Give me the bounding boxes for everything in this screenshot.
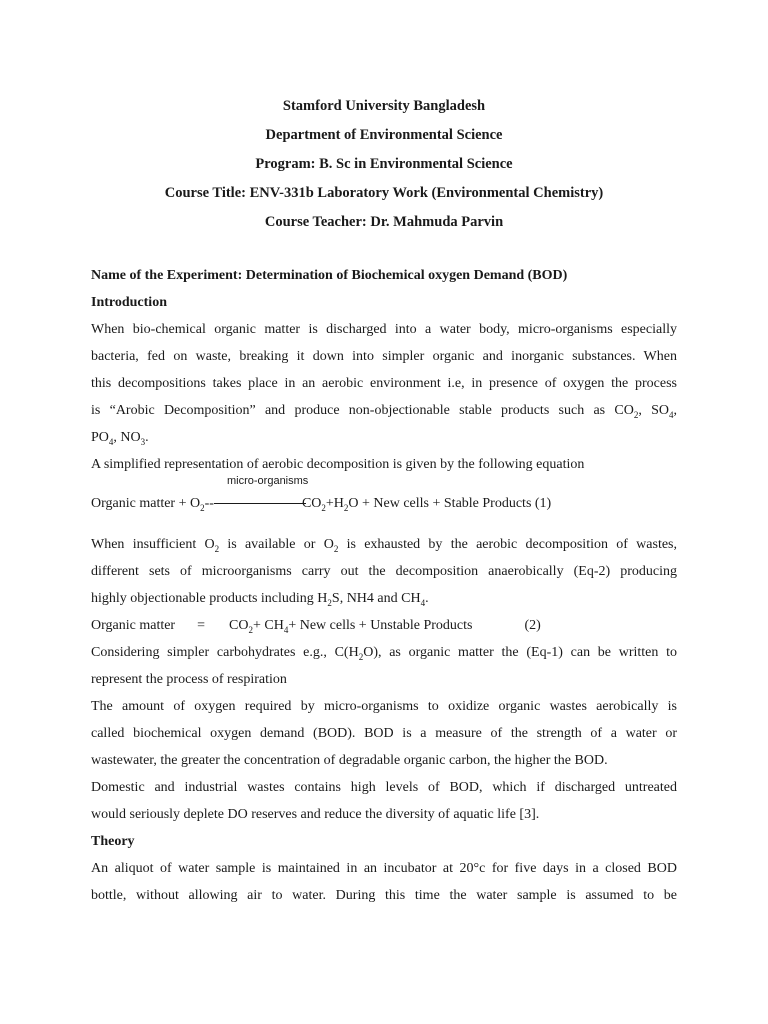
intro-p3-line-2: different sets of microorganisms carry out the decomposition anaerobically (Eq-2) producing [91,564,677,579]
intro-p2: A simplified representation of aerobic decomposition is given by the following equation [91,457,585,472]
intro-p4-line-2: represent the process of respiration [91,672,287,687]
intro-p4-line-1: Considering simpler carbohydrates e.g., $C(H_2O)$, as organic matter the (Eq-1) can be written to [91,645,678,662]
intro-p1-line-2: bacteria, fed on waste, breaking it down into simpler organic and inorganic substances. When [91,349,677,364]
intro-p1-line-5: $PO_4$, $NO_3$. [91,430,149,447]
program-name: Program: B. Sc in Environmental Science [255,156,513,172]
intro-p1-line-1: When bio-chemical organic matter is discharged into a water body, micro-organisms especially [91,322,677,337]
intro-p5-line-2: called biochemical oxygen demand (BOD). BOD is a measure of the strength of a water or [91,726,677,741]
department-name: Department of Environmental Science [265,127,503,143]
course-teacher: Course Teacher: Dr. Mahmuda Parvin [264,214,504,230]
intro-p6-line-1: Domestic and industrial wastes contains high levels of BOD, which if discharged untreated [91,780,677,795]
equation-1-arrow [214,503,306,504]
intro-p1-line-3: this decompositions takes place in an aerobic environment i.e, in presence of oxygen the process [91,376,677,391]
course-title: Course Title: ENV-331b Laboratory Work (Environmental Chemistry) [164,185,604,201]
document-body [91,262,677,909]
introduction-heading: Introduction [91,295,167,310]
theory-line-2: bottle, without allowing air to water. During this time the water sample is assumed to be [91,888,677,903]
equation-1: micro-organisms Organic matter + $O_2--$ $CO_2+H_2O$ + New cells + Stable Products (1) [91,475,552,513]
equation-1-catalyst-label: micro-organisms [227,475,309,487]
intro-p5-line-3: wastewater, the greater the concentration of degradable organic carbon, the higher the BOD. [91,753,608,768]
theory-line-1: An aliquot of water sample is maintained in an incubator at 20°c for five days in a closed BOD [91,861,677,876]
intro-p1-line-4: is “Arobic Decomposition” and produce non-objectionable stable products such as $CO_2$, $SO_4$, [91,403,677,420]
intro-p3-line-1: When insufficient $O_2$ is available or $O_2$ is exhausted by the aerobic decomposition of wastes, [91,537,677,554]
intro-p6-line-2: would seriously deplete DO reserves and reduce the diversity of aquatic life [3]. [91,807,540,822]
experiment-name: Name of the Experiment: Determination of Biochemical oxygen Demand (BOD) [91,268,568,283]
intro-p5-line-1: The amount of oxygen required by micro-organisms to oxidize organic wastes aerobically is [91,699,677,714]
equation-2-number: (2) [524,618,541,633]
theory-heading: Theory [91,834,135,849]
document-header [0,92,768,237]
intro-p3-line-3: highly objectionable products including $H_2S$, NH4 and $CH_4$. [91,591,429,608]
equation-2: Organic matter = $CO_2+ CH_4+$ New cells + Unstable Products (2) [91,612,677,639]
university-name: Stamford University Bangladesh [282,98,486,114]
